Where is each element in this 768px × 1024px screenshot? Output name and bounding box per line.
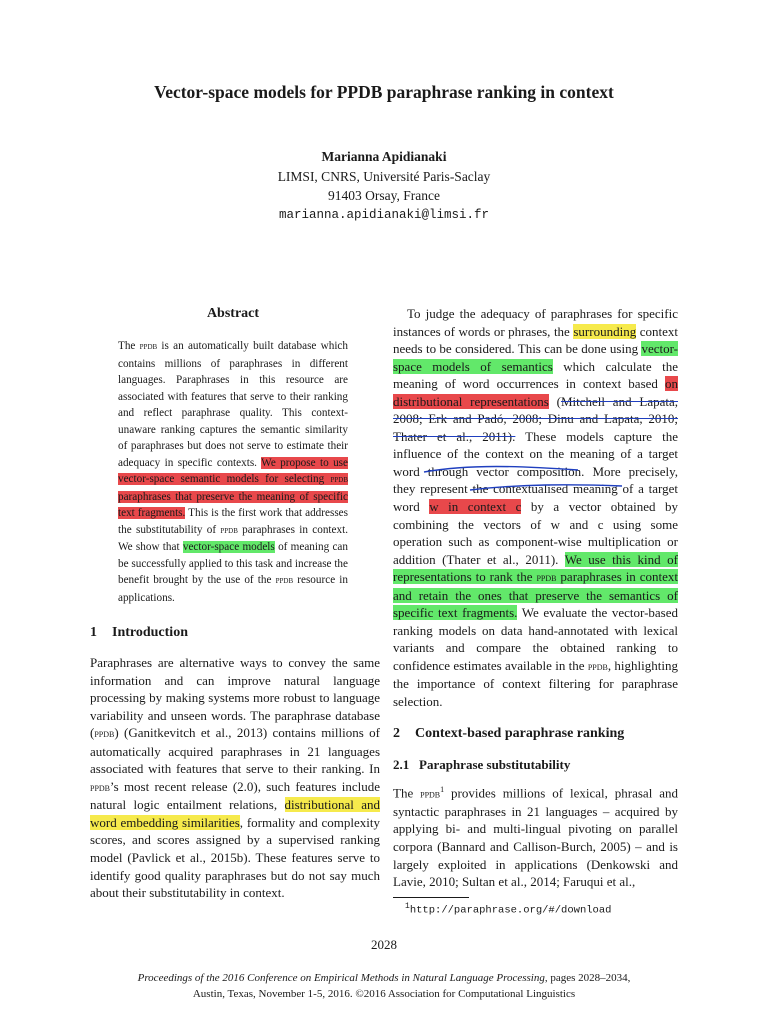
ppdb-term: ppdb [94, 726, 115, 741]
body-text: ’s most recent release (2.0), such features include natural logic entailment relations, [90, 778, 380, 813]
ppdb-term: ppdb [90, 779, 111, 794]
yellow-highlight: distributional and word embedding similarities [90, 797, 380, 830]
author-affiliation: LIMSI, CNRS, Université Paris-Saclay [277, 168, 491, 184]
ppdb-term: ppdb [330, 474, 348, 485]
body-text: context needs to be considered. This can be done using [393, 323, 678, 357]
venue-footer [0, 970, 768, 1002]
body-text: ) (Ganitkevitch et al., 2013) contains millions of automatically acquired paraphrases in 21 languages associated with features that serve to their ranking. In [90, 725, 380, 777]
body-text: provides millions of lexical, phrasal and syntactic paraphrases in 21 languages – acquired by applying bi- and multi-lingual pivoting on parallel corpora (Bannard and Callison-Burch, 2005) – and is largely exploited in applications (Denkowski and Lavie, 2010; Sultan et al., 2014; Faruqui et al., [393, 785, 678, 890]
author-name: Marianna Apidianaki [321, 149, 447, 164]
paper-title: Vector-space models for PPDB paraphrase ranking in context [154, 82, 614, 102]
footnote-url[interactable]: http://paraphrase.org/#/download [409, 904, 612, 917]
section2-paragraph [393, 781, 678, 891]
author-address: 91403 Orsay, France [328, 188, 440, 203]
abstract-text-part: resource in applications. [118, 574, 348, 604]
body-text: ( [548, 393, 561, 409]
yellow-highlight: surrounding [573, 323, 637, 339]
subsection-heading [393, 757, 678, 773]
body-text: These models capture the influence of the context on the meaning of a target word through vector composition. More precisely, they represent the contextualised meaning of a target word [393, 428, 678, 515]
body-text: The [393, 785, 421, 801]
abstract-text-part: paraphrases in context. We show that [118, 523, 348, 553]
green-highlight: vector-space models [182, 541, 275, 553]
struck-citation: Mitchell and Lapata, 2008; Erk and Padó, 2008; Dinu and Lapata, 2010; Thater et al., 2011). [393, 393, 678, 444]
footnote-number: 1 [405, 902, 410, 911]
highlight-text: We use this kind of representations to rank the [393, 551, 678, 585]
body-text: , formality and complexity scores, and scores assigned by a supervised ranking model (Pavlick et al., 2015b). These features serve to identify good quality paraphrases but do not say much about their substitutability in context. [90, 814, 380, 901]
body-text: Paraphrases are alternative ways to convey the same information and can improve natural language processing by making systems more robust to language variability and unseen words. The paraphrase database ( [90, 655, 380, 741]
right-column-paragraph [393, 305, 678, 711]
ppdb-term: ppdb [536, 570, 557, 585]
section-heading-context-ranking [393, 726, 678, 742]
abstract-heading: Abstract [206, 306, 260, 321]
body-text: We evaluate the vector-based ranking models on data hand-annotated with lexical variants and compare the obtained ranking to confidence estimates available in the [393, 605, 678, 673]
ppdb-term: ppdb [275, 575, 294, 586]
highlight-text: paraphrases in context and retain the ones that preserve the semantics of specific text fragments. [393, 569, 678, 621]
section-number: 1 [90, 625, 97, 640]
introduction-paragraph [90, 654, 380, 902]
venue-title: Proceedings of the 2016 Conference on Empirical Methods in Natural Language Processing [137, 972, 545, 984]
footnote-rule [393, 897, 469, 898]
section-number: 2 [393, 726, 400, 741]
highlight-text: paraphrases that preserve the meaning of specific text fragments. [118, 490, 348, 519]
venue-location: Austin, Texas, November 1-5, 2016. ©2016 Association for Computational Linguistics [192, 988, 576, 1000]
section-heading-introduction [90, 625, 380, 641]
page-number: 2028 [371, 937, 397, 952]
section-title: Context-based paraphrase ranking [415, 726, 625, 741]
body-text: To judge the adequacy of paraphrases for specific instances of words or phrases, the [393, 306, 678, 339]
venue-pages: , pages 2028–2034, [544, 972, 631, 984]
footnote-marker: 1 [440, 785, 445, 794]
body-text: , highlighting the importance of context filtering for paraphrase selection. [393, 657, 678, 710]
footnote [405, 902, 675, 917]
red-highlight: w in context c [429, 499, 522, 515]
abstract-text-part: The [118, 340, 140, 352]
section-title: Introduction [112, 625, 188, 640]
author-email: marianna.apidianaki@limsi.fr [278, 207, 490, 222]
ppdb-term: ppdb [220, 524, 238, 536]
abstract-text-part: is an automatically built database which contains millions of paraphrases in different languages. Paraphrases in this resource are associated with features that serve to their ranking and reflect paraphrase quality. This context-unaware ranking captures the semantic similarity of paraphrases but does not serve to estimate their adequacy in specific contexts. [118, 340, 348, 469]
author-block [0, 147, 768, 225]
abstract-text-part: of meaning can be successfully applied to this task and increase the benefit brought by the use of the [118, 541, 348, 586]
ppdb-term: ppdb [420, 786, 441, 801]
body-text: by a vector obtained by combining the vectors of w and c using some operation such as component-wise multiplication or addition (Thater et al., 2011). [393, 499, 678, 567]
red-highlight: on distributional representations [393, 376, 678, 409]
ppdb-term: ppdb [587, 658, 608, 673]
subsection-title: Paraphrase substitutability [419, 757, 571, 772]
body-text: which calculate the meaning of word occurrences in context based [393, 358, 679, 392]
ppdb-term: ppdb [139, 341, 158, 352]
green-highlight: vector-space models of semantics [393, 341, 678, 374]
highlight-text: We propose to use vector-space semantic models for selecting [118, 456, 348, 485]
subsection-number: 2.1 [393, 757, 410, 772]
abstract-text [118, 338, 348, 606]
abstract-text-part: This is the first work that addresses the substitutability of [118, 507, 348, 536]
